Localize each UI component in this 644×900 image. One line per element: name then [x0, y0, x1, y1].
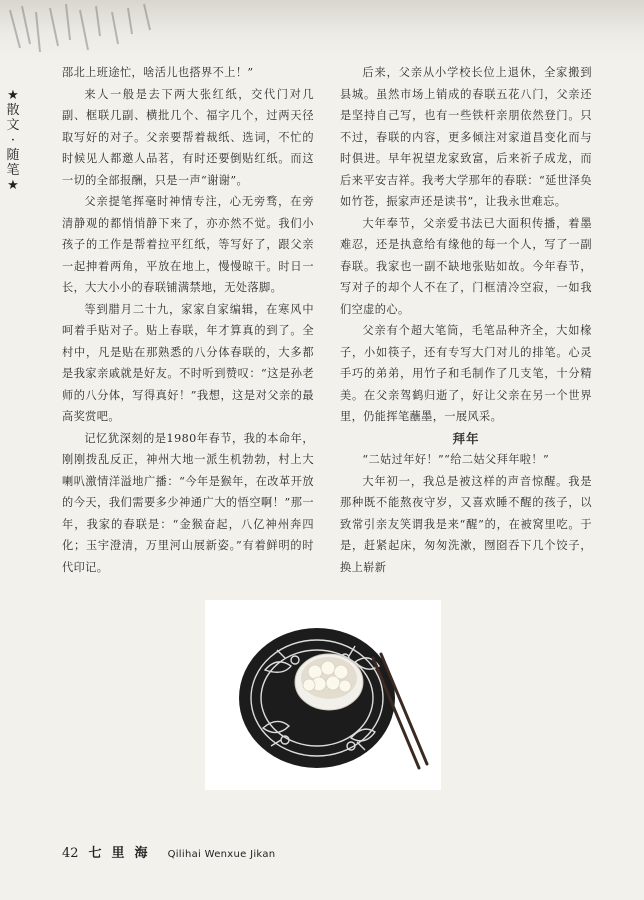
left-text-column [62, 62, 314, 578]
paragraph: 父亲提笔挥毫时神情专注，心无旁骛，在旁清静观的都悄悄静下来了，亦亦然不觉。我们小孩子的工作是帮着拉平红纸，等写好了，跟父亲一起抻着两角，平放在地上，慢慢晾干。时日一长，大大小小的春联铺满禁地，无处落脚。 [62, 195, 314, 294]
magazine-pinyin: Qilihai Wenxue Jikan [167, 849, 276, 860]
paragraph: 父亲有个超大笔筒，毛笔品种齐全，大如椽子，小如筷子，还有专写大门对儿的排笔。心灵手巧的弟弟，用竹子和毛制作了几支笔，十分精美。在父亲驾鹤归逝了，好让父亲在另一个世界里，仍能挥笔蘸墨，一展风采。 [340, 324, 592, 423]
paragraph: “二姑过年好！”“给二姑父拜年啦！” [362, 453, 550, 466]
star-icon: ★ [7, 88, 19, 103]
category-separator: · [10, 133, 16, 148]
photo-illustration [205, 600, 441, 790]
paragraph: 来人一般是去下两大张红纸，交代门对几副、框联几副、横批几个、福字几个，过两天径取写好的对子。父亲要帮着裁纸、选词，不忙的时候见人都邀人品茗，有时还要倒贴红纸。而这一切的全部报酬，只是一声“谢谢”。 [62, 87, 314, 187]
paragraph: 邵北上班途忙，啥活儿也搭界不上！” [62, 66, 254, 79]
paragraph: 等到腊月二十九，家家自家编辑，在寒风中呵着手贴对子。贴上春联，年才算真的到了。全村中，凡是贴在那熟悉的八分体春联的，大多都是我家亲戚就是好友。不时听到赞叹：“这是孙老师的八分体，写得真好！”我想，这是对父亲的最高奖赏吧。 [62, 302, 314, 423]
brush-stroke-decoration [0, 0, 170, 60]
tangyuan-photo [205, 600, 441, 790]
right-text-column [340, 62, 592, 578]
column-category-label [4, 88, 22, 193]
paragraph: 后来，父亲从小学校长位上退休，全家搬到县城。虽然市场上销成的春联五花八门，父亲还是坚持自己写，也有一些铁杆亲朋依然登门。只不过，春联的内容，更多倾注对家道昌变化而与时俱进。早年祝望龙家致富，后来祈子成龙，而后来平安吉祥。我考大学那年的春联：“延世泽奂如竹苍，振家声还是读书”，让我永世难忘。 [340, 66, 592, 208]
category-char: 笔 [6, 163, 20, 178]
star-icon: ★ [7, 178, 19, 193]
category-char: 散 [6, 103, 20, 118]
paragraph: 记忆犹深刻的是1980年春节，我的本命年，刚刚拨乱反正，神州大地一派生机勃勃，村上大喇叭激情洋溢地广播：“今年是猴年，在改革开放的今天，我们需要多少神通广大的悟空啊！”那一年，我家的春联是：“金猴奋起，八亿神州奔四化；玉宇澄清，万里河山展新姿。”有着鲜明的时代印记。 [62, 431, 314, 574]
magazine-name: 七里海 [88, 846, 158, 861]
page-footer [62, 842, 275, 861]
category-char: 随 [6, 148, 20, 163]
paragraph: 大年奉节，父亲爱书法已大面积传播，着墨难忍，还是执意给有缘他的每一个人，写了一副春联。我家也一副不缺地张贴如故。今年春节，写对子的却个人不在了，门框清冷空寂，一如我们空虚的心。 [340, 216, 592, 316]
page-number: 42 [62, 846, 79, 861]
category-char: 文 [6, 118, 20, 133]
paragraph: 大年初一，我总是被这样的声音惊醒。我是那种既不能熬夜守岁，又喜欢睡不醒的孩子，以致常引亲友笑谓我是来“醒”的，在被窝里吃。于是，赶紧起床，匆匆洗漱，囫囵吞下几个饺子，换上崭新 [340, 474, 592, 574]
section-title: 拜年 [452, 430, 480, 446]
